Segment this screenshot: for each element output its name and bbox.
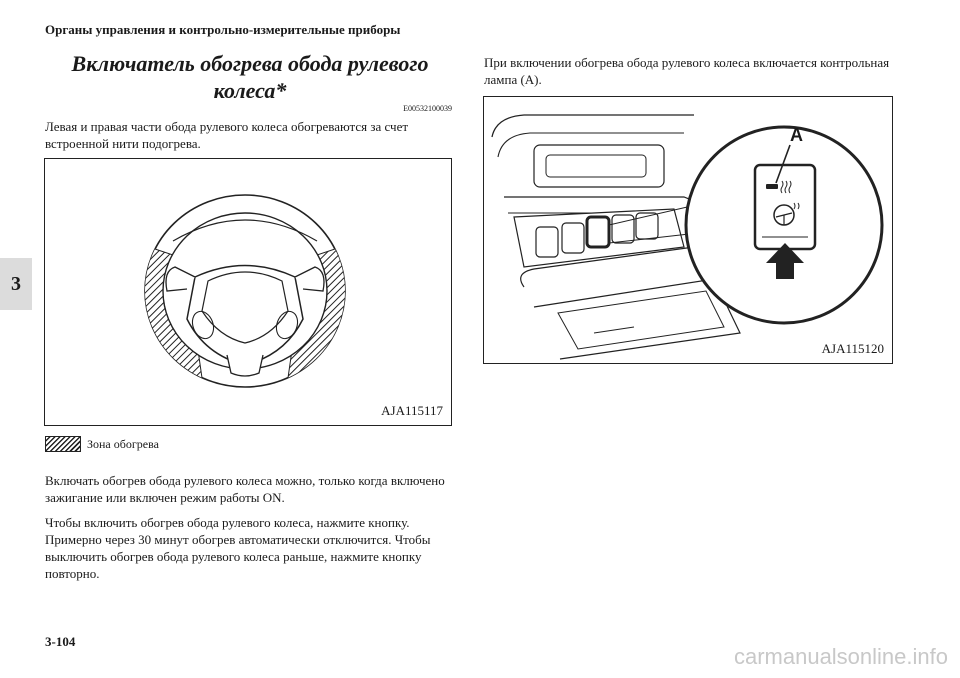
console-switch-figure	[483, 96, 893, 364]
section-code: E00532100039	[403, 104, 452, 113]
hatch-swatch	[45, 436, 81, 452]
console-figure-code: AJA115120	[821, 341, 884, 356]
press-button-paragraph: Чтобы включить обогрев обода рулевого колеса, нажмите кнопку. Примерно через 30 минут обогрев автоматически отключится. Чтобы выключить обогрев обода рулевого колеса раньше, нажмите кнопку повторно.	[45, 515, 431, 581]
legend	[45, 436, 159, 452]
callout-label-a: A	[790, 125, 803, 145]
section-title-line2: колеса*	[213, 78, 287, 103]
steering-wheel-figure	[44, 158, 452, 426]
section-title	[45, 50, 455, 104]
watermark: carmanualsonline.info	[733, 644, 948, 669]
console-illustration	[484, 97, 892, 363]
indicator-lamp-paragraph: При включении обогрева обода рулевого колеса включается контрольная лампа (A).	[484, 55, 890, 87]
legend-label: Зона обогрева	[87, 436, 159, 451]
running-header: Органы управления и контрольно-измерительные приборы	[45, 22, 401, 37]
page-number: 3-104	[45, 634, 76, 649]
intro-paragraph: Левая и правая части обода рулевого колеса обогреваются за счет встроенной нити подогрева.	[45, 119, 409, 151]
wheel-figure-code: AJA115117	[381, 403, 443, 418]
steering-wheel-illustration	[45, 159, 451, 425]
section-title-line1: Включатель обогрева обода рулевого	[71, 51, 429, 76]
chapter-tab: 3	[0, 258, 32, 310]
ignition-paragraph: Включать обогрев обода рулевого колеса можно, только когда включено зажигание или включен режим работы ON.	[45, 473, 445, 505]
